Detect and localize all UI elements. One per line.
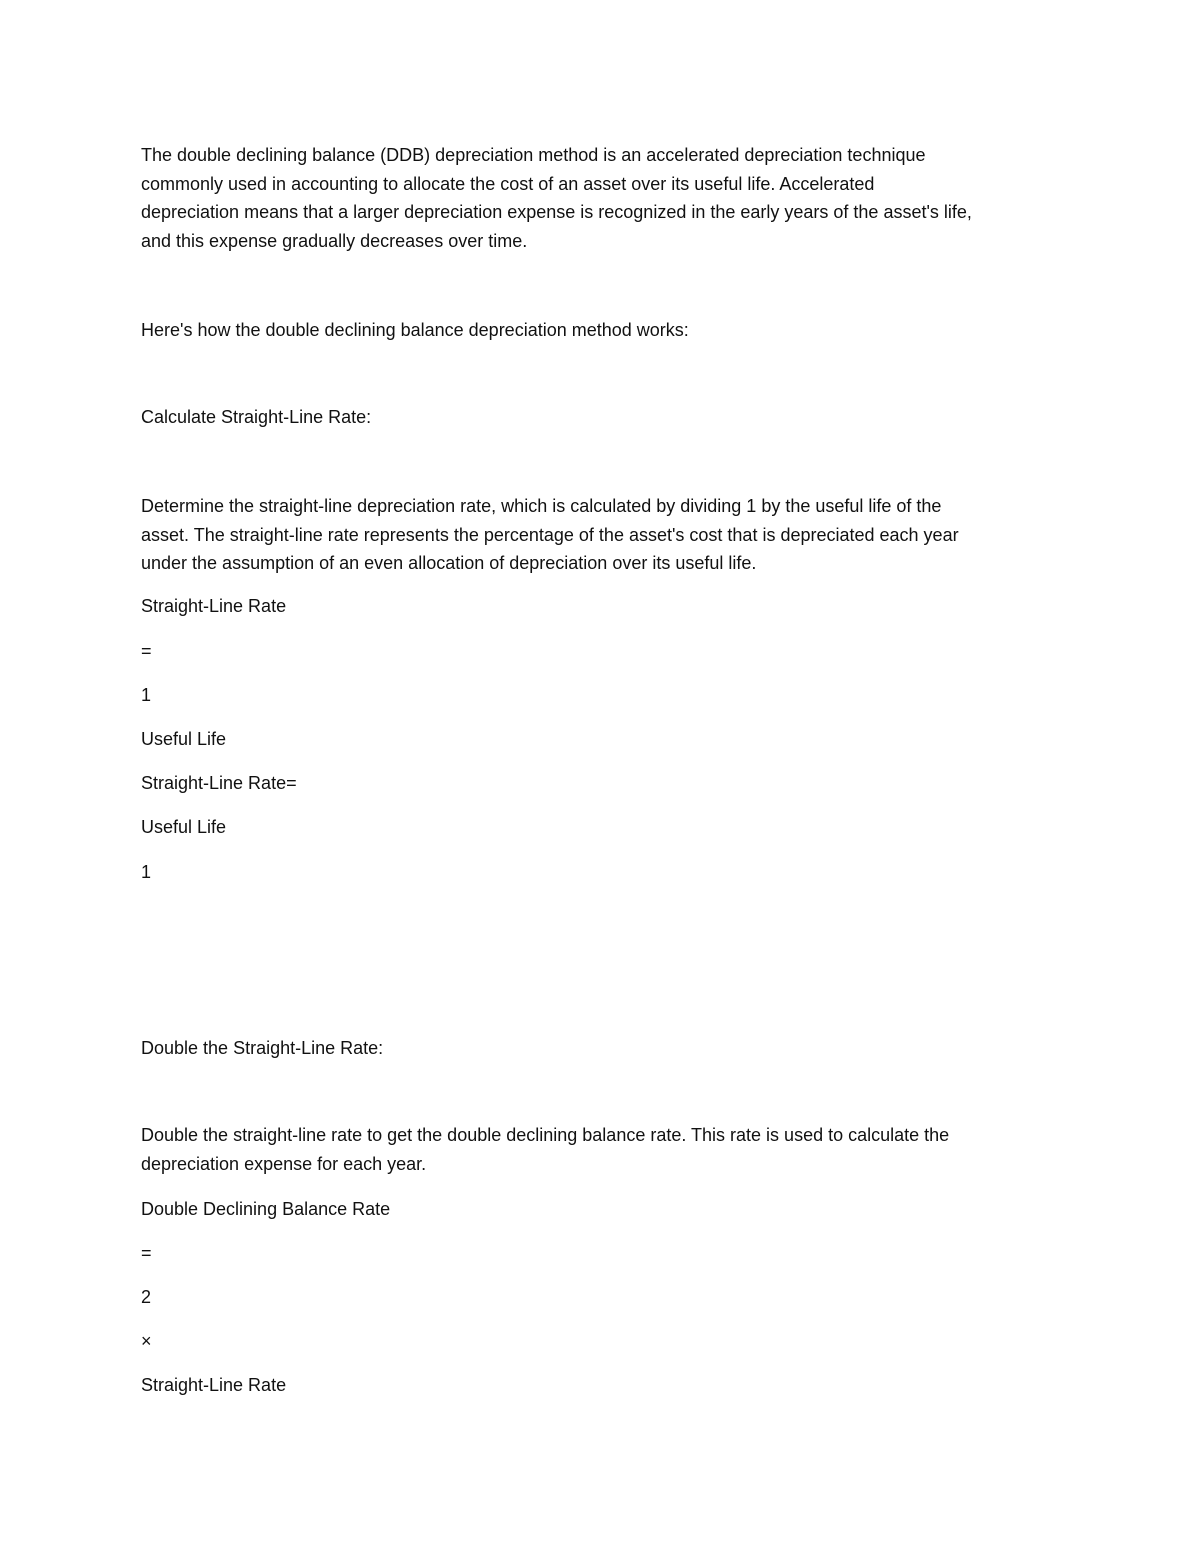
formula2-label: Double Declining Balance Rate [141, 1199, 391, 1219]
step1-body-line: Determine the straight-line depreciation rate, which is calculated by dividing 1 by the useful life of the [141, 496, 942, 516]
formula1-inline-denominator: Useful Life [141, 817, 227, 837]
formula1-equals: = [141, 641, 152, 661]
how-it-works-text: Here's how the double declining balance depreciation method works: [141, 320, 689, 340]
intro-line: commonly used in accounting to allocate the cost of an asset over its useful life. Accelerated [141, 173, 875, 194]
intro-paragraph [141, 141, 1071, 255]
step2-body-line: Double the straight-line rate to get the double declining balance rate. This rate is used to calculate the [141, 1125, 950, 1145]
step2-body-line: depreciation expense for each year. [141, 1153, 427, 1174]
step2-heading: Double the Straight-Line Rate: [141, 1038, 384, 1058]
intro-line: The double declining balance (DDB) depreciation method is an accelerated depreciation technique [141, 145, 926, 165]
step1-paragraph [141, 492, 1071, 578]
formula2-operand: Straight-Line Rate [141, 1375, 287, 1395]
step2-paragraph [141, 1121, 1071, 1178]
formula1-inline-label: Straight-Line Rate= [141, 773, 297, 793]
formula1-numerator: 1 [141, 685, 152, 705]
intro-line: and this expense gradually decreases over time. [141, 230, 528, 251]
step1-body-line: asset. The straight-line rate represents the percentage of the asset's cost that is depreciated each year [141, 524, 959, 545]
formula1-denominator: Useful Life [141, 729, 227, 749]
formula2-multiplier: 2 [141, 1287, 152, 1307]
formula1-inline-numerator: 1 [141, 862, 152, 882]
intro-line: depreciation means that a larger depreciation expense is recognized in the early years of the asset's life, [141, 202, 972, 222]
formula2-equals: = [141, 1243, 152, 1263]
formula2-times-sign: × [141, 1331, 152, 1351]
formula1-label: Straight-Line Rate [141, 596, 287, 616]
step1-body-line: under the assumption of an even allocation of depreciation over its useful life. [141, 553, 757, 573]
step1-heading: Calculate Straight-Line Rate: [141, 407, 372, 427]
